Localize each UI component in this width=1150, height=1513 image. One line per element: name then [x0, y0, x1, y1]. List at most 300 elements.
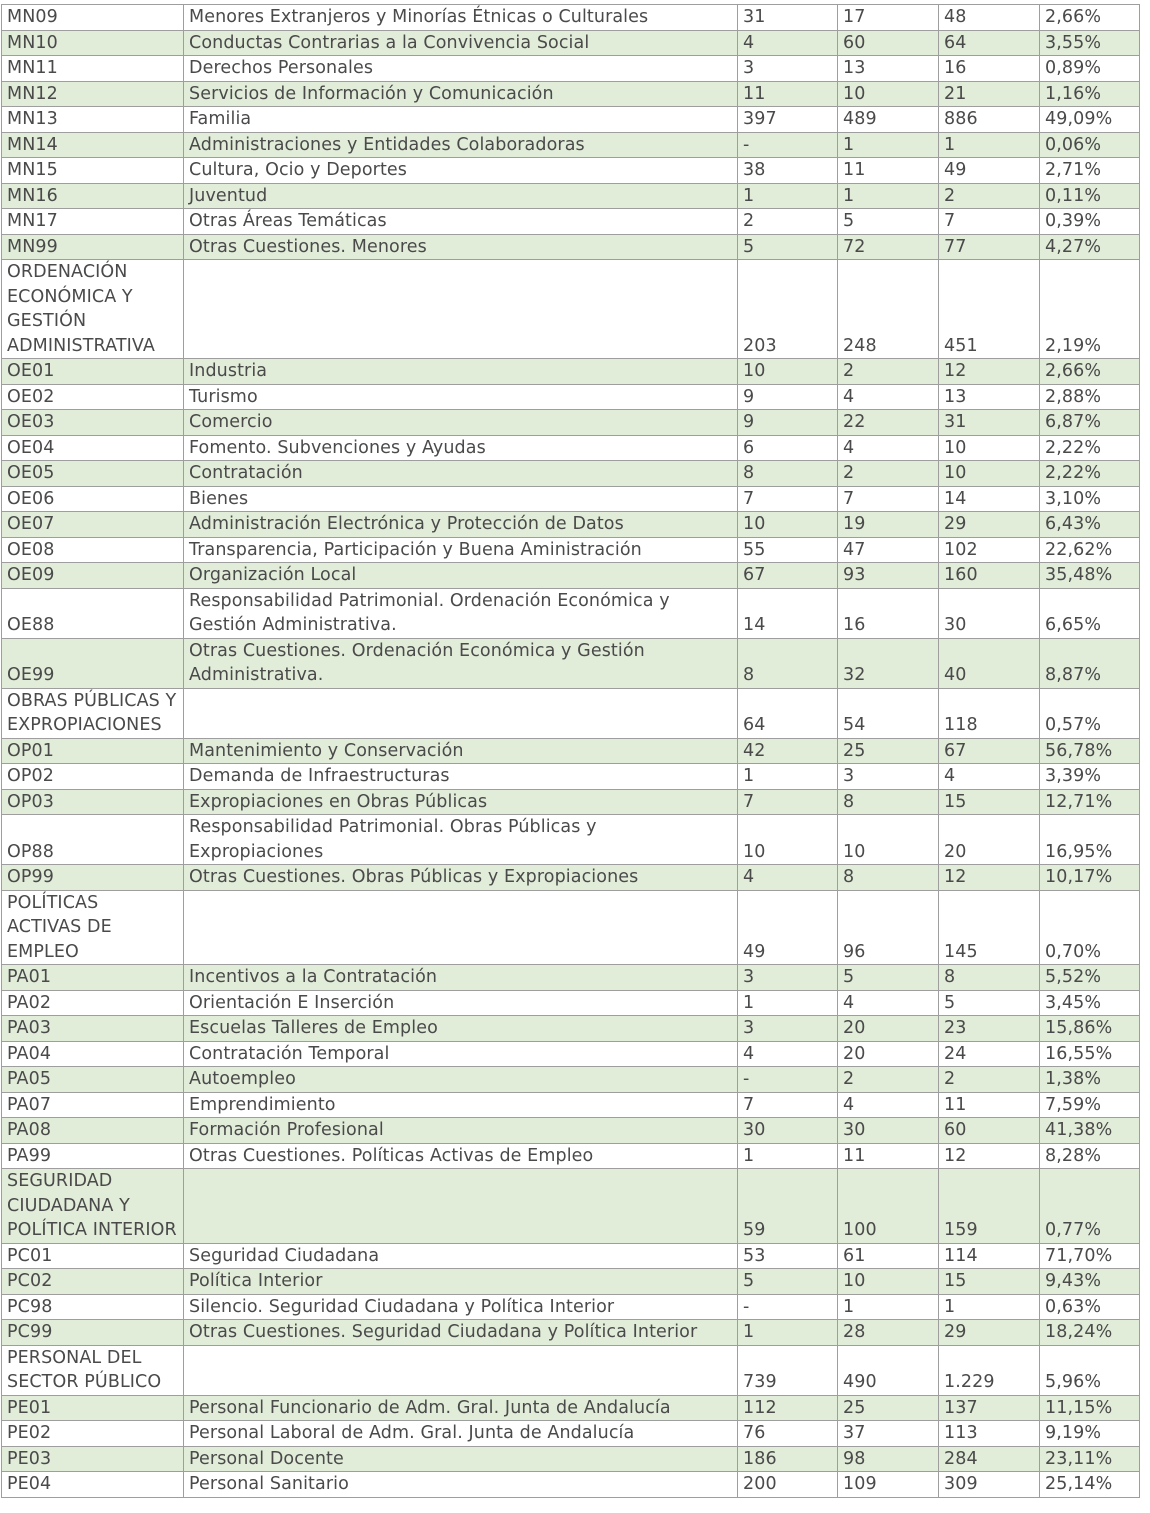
- row-value-a: 11: [738, 81, 838, 107]
- row-value-b: 61: [838, 1243, 939, 1269]
- row-total: 451: [939, 260, 1040, 359]
- row-value-a: 8: [738, 461, 838, 487]
- row-percentage: 49,09%: [1040, 107, 1140, 133]
- row-value-b: 3: [838, 764, 939, 790]
- row-value-b: 489: [838, 107, 939, 133]
- row-percentage: 2,66%: [1040, 359, 1140, 385]
- row-value-b: 20: [838, 1041, 939, 1067]
- row-value-a: -: [738, 1067, 838, 1093]
- row-value-b: 100: [838, 1169, 939, 1244]
- table-row: [2, 537, 1140, 563]
- row-percentage: 2,22%: [1040, 435, 1140, 461]
- row-name: Conductas Contrarias a la Convivencia Social: [184, 30, 738, 56]
- row-value-b: 248: [838, 260, 939, 359]
- table-section-row: [2, 260, 1140, 359]
- row-name: Organización Local: [184, 563, 738, 589]
- row-percentage: 6,65%: [1040, 588, 1140, 638]
- row-name: Contratación Temporal: [184, 1041, 738, 1067]
- row-percentage: 56,78%: [1040, 738, 1140, 764]
- row-name: Política Interior: [184, 1269, 738, 1295]
- row-value-b: 8: [838, 789, 939, 815]
- row-value-a: 5: [738, 1269, 838, 1295]
- row-name: Seguridad Ciudadana: [184, 1243, 738, 1269]
- row-value-a: 10: [738, 359, 838, 385]
- row-code: PA08: [2, 1118, 184, 1144]
- table-section-row: [2, 890, 1140, 965]
- row-percentage: 6,43%: [1040, 512, 1140, 538]
- row-code: OE99: [2, 638, 184, 688]
- row-value-b: 30: [838, 1118, 939, 1144]
- table-row: [2, 461, 1140, 487]
- row-name: Responsabilidad Patrimonial. Obras Públicas y Expropiaciones: [184, 815, 738, 865]
- row-name: Otras Cuestiones. Políticas Activas de Empleo: [184, 1143, 738, 1169]
- row-percentage: 2,66%: [1040, 5, 1140, 31]
- row-total: 12: [939, 865, 1040, 891]
- row-percentage: 2,22%: [1040, 461, 1140, 487]
- row-value-a: 2: [738, 209, 838, 235]
- row-percentage: 6,87%: [1040, 410, 1140, 436]
- table-row: [2, 410, 1140, 436]
- row-value-a: 10: [738, 512, 838, 538]
- table-section-row: [2, 1345, 1140, 1395]
- row-value-a: 1: [738, 1320, 838, 1346]
- table-row: [2, 158, 1140, 184]
- row-name: Escuelas Talleres de Empleo: [184, 1016, 738, 1042]
- row-value-a: 1: [738, 183, 838, 209]
- row-code: PA04: [2, 1041, 184, 1067]
- table-row: [2, 563, 1140, 589]
- row-value-b: 20: [838, 1016, 939, 1042]
- table-row: [2, 56, 1140, 82]
- row-percentage: 1,16%: [1040, 81, 1140, 107]
- row-code: MN99: [2, 234, 184, 260]
- row-total: 64: [939, 30, 1040, 56]
- row-percentage: 18,24%: [1040, 1320, 1140, 1346]
- row-percentage: 1,38%: [1040, 1067, 1140, 1093]
- row-percentage: 5,52%: [1040, 965, 1140, 991]
- row-value-a: 186: [738, 1446, 838, 1472]
- row-total: 118: [939, 688, 1040, 738]
- row-value-a: 1: [738, 1143, 838, 1169]
- row-percentage: 0,11%: [1040, 183, 1140, 209]
- row-percentage: 5,96%: [1040, 1345, 1140, 1395]
- row-total: 24: [939, 1041, 1040, 1067]
- table-row: [2, 512, 1140, 538]
- row-value-b: 10: [838, 81, 939, 107]
- row-name: Menores Extranjeros y Minorías Étnicas o Culturales: [184, 5, 738, 31]
- table-row: [2, 990, 1140, 1016]
- row-code: PA99: [2, 1143, 184, 1169]
- table-row: [2, 234, 1140, 260]
- row-value-a: 3: [738, 965, 838, 991]
- table-row: [2, 30, 1140, 56]
- row-total: 8: [939, 965, 1040, 991]
- row-name: [184, 1169, 738, 1244]
- row-total: 11: [939, 1092, 1040, 1118]
- row-name: [184, 688, 738, 738]
- table-row: [2, 638, 1140, 688]
- row-value-b: 17: [838, 5, 939, 31]
- row-total: 1.229: [939, 1345, 1040, 1395]
- row-value-a: -: [738, 132, 838, 158]
- row-value-a: 739: [738, 1345, 838, 1395]
- row-value-a: 42: [738, 738, 838, 764]
- row-value-b: 93: [838, 563, 939, 589]
- table-row: [2, 5, 1140, 31]
- row-total: 102: [939, 537, 1040, 563]
- row-code: MN13: [2, 107, 184, 133]
- row-name: [184, 1345, 738, 1395]
- row-value-a: 64: [738, 688, 838, 738]
- row-code: OP03: [2, 789, 184, 815]
- row-percentage: 0,06%: [1040, 132, 1140, 158]
- row-code: PE03: [2, 1446, 184, 1472]
- row-total: 10: [939, 435, 1040, 461]
- row-value-b: 25: [838, 1395, 939, 1421]
- row-percentage: 0,70%: [1040, 890, 1140, 965]
- row-name: Contratación: [184, 461, 738, 487]
- row-code: OBRAS PÚBLICAS Y EXPROPIACIONES: [2, 688, 184, 738]
- row-name: Emprendimiento: [184, 1092, 738, 1118]
- row-value-a: 53: [738, 1243, 838, 1269]
- row-percentage: 22,62%: [1040, 537, 1140, 563]
- row-value-b: 37: [838, 1421, 939, 1447]
- row-total: 137: [939, 1395, 1040, 1421]
- table-row: [2, 107, 1140, 133]
- table-row: [2, 1269, 1140, 1295]
- row-name: Juventud: [184, 183, 738, 209]
- row-percentage: 0,89%: [1040, 56, 1140, 82]
- row-code: OE08: [2, 537, 184, 563]
- row-total: 16: [939, 56, 1040, 82]
- row-percentage: 3,55%: [1040, 30, 1140, 56]
- row-code: PE01: [2, 1395, 184, 1421]
- table-row: [2, 789, 1140, 815]
- row-code: ORDENACIÓN ECONÓMICA Y GESTIÓN ADMINISTRATIVA: [2, 260, 184, 359]
- row-total: 67: [939, 738, 1040, 764]
- row-value-a: 4: [738, 865, 838, 891]
- row-name: [184, 260, 738, 359]
- row-percentage: 4,27%: [1040, 234, 1140, 260]
- row-value-a: 49: [738, 890, 838, 965]
- row-name: Otras Áreas Temáticas: [184, 209, 738, 235]
- row-value-b: 13: [838, 56, 939, 82]
- row-code: SEGURIDAD CIUDADANA Y POLÍTICA INTERIOR: [2, 1169, 184, 1244]
- table-row: [2, 486, 1140, 512]
- row-code: OE01: [2, 359, 184, 385]
- row-value-a: 397: [738, 107, 838, 133]
- row-name: Orientación E Inserción: [184, 990, 738, 1016]
- row-percentage: 2,19%: [1040, 260, 1140, 359]
- row-percentage: 9,43%: [1040, 1269, 1140, 1295]
- row-total: 160: [939, 563, 1040, 589]
- row-value-b: 32: [838, 638, 939, 688]
- row-value-b: 4: [838, 990, 939, 1016]
- row-percentage: 3,10%: [1040, 486, 1140, 512]
- row-value-a: 9: [738, 384, 838, 410]
- row-value-a: 9: [738, 410, 838, 436]
- row-name: Fomento. Subvenciones y Ayudas: [184, 435, 738, 461]
- table-row: [2, 183, 1140, 209]
- table-row: [2, 1446, 1140, 1472]
- row-value-b: 10: [838, 1269, 939, 1295]
- row-code: PC98: [2, 1294, 184, 1320]
- row-value-a: 8: [738, 638, 838, 688]
- table-row: [2, 1067, 1140, 1093]
- row-name: Comercio: [184, 410, 738, 436]
- table-row: [2, 1395, 1140, 1421]
- row-total: 29: [939, 512, 1040, 538]
- row-code: MN09: [2, 5, 184, 31]
- row-total: 23: [939, 1016, 1040, 1042]
- row-code: MN14: [2, 132, 184, 158]
- row-code: PA07: [2, 1092, 184, 1118]
- row-code: POLÍTICAS ACTIVAS DE EMPLEO: [2, 890, 184, 965]
- row-total: 7: [939, 209, 1040, 235]
- row-value-b: 5: [838, 965, 939, 991]
- row-name: Turismo: [184, 384, 738, 410]
- row-value-b: 1: [838, 183, 939, 209]
- row-value-b: 4: [838, 384, 939, 410]
- row-total: 15: [939, 789, 1040, 815]
- row-value-b: 96: [838, 890, 939, 965]
- row-code: OE07: [2, 512, 184, 538]
- row-value-a: 1: [738, 764, 838, 790]
- row-value-b: 109: [838, 1472, 939, 1498]
- row-value-b: 4: [838, 435, 939, 461]
- row-name: Industria: [184, 359, 738, 385]
- table-row: [2, 865, 1140, 891]
- row-code: OE02: [2, 384, 184, 410]
- row-percentage: 7,59%: [1040, 1092, 1140, 1118]
- row-name: Demanda de Infraestructuras: [184, 764, 738, 790]
- row-value-b: 8: [838, 865, 939, 891]
- row-code: OE05: [2, 461, 184, 487]
- row-name: Incentivos a la Contratación: [184, 965, 738, 991]
- row-percentage: 2,88%: [1040, 384, 1140, 410]
- row-code: PA01: [2, 965, 184, 991]
- row-value-a: 67: [738, 563, 838, 589]
- row-value-a: 3: [738, 56, 838, 82]
- row-name: Expropiaciones en Obras Públicas: [184, 789, 738, 815]
- row-total: 40: [939, 638, 1040, 688]
- row-value-b: 10: [838, 815, 939, 865]
- row-total: 29: [939, 1320, 1040, 1346]
- row-value-b: 11: [838, 1143, 939, 1169]
- row-total: 30: [939, 588, 1040, 638]
- row-total: 2: [939, 183, 1040, 209]
- row-value-a: 10: [738, 815, 838, 865]
- row-name: Mantenimiento y Conservación: [184, 738, 738, 764]
- row-name: Otras Cuestiones. Seguridad Ciudadana y Política Interior: [184, 1320, 738, 1346]
- row-total: 31: [939, 410, 1040, 436]
- table-row: [2, 1320, 1140, 1346]
- row-total: 77: [939, 234, 1040, 260]
- table-section-row: [2, 688, 1140, 738]
- row-name: Otras Cuestiones. Obras Públicas y Expropiaciones: [184, 865, 738, 891]
- table-row: [2, 132, 1140, 158]
- row-total: 1: [939, 132, 1040, 158]
- row-value-b: 98: [838, 1446, 939, 1472]
- row-percentage: 0,57%: [1040, 688, 1140, 738]
- table-row: [2, 965, 1140, 991]
- row-code: OE88: [2, 588, 184, 638]
- row-value-b: 60: [838, 30, 939, 56]
- row-value-b: 47: [838, 537, 939, 563]
- table-section-row: [2, 1169, 1140, 1244]
- row-value-a: 4: [738, 1041, 838, 1067]
- row-value-a: 30: [738, 1118, 838, 1144]
- row-code: OP01: [2, 738, 184, 764]
- row-total: 14: [939, 486, 1040, 512]
- row-total: 12: [939, 359, 1040, 385]
- row-value-a: 38: [738, 158, 838, 184]
- table-row: [2, 1294, 1140, 1320]
- row-percentage: 71,70%: [1040, 1243, 1140, 1269]
- row-code: PC02: [2, 1269, 184, 1295]
- row-value-b: 2: [838, 359, 939, 385]
- row-code: PA05: [2, 1067, 184, 1093]
- row-value-a: 3: [738, 1016, 838, 1042]
- row-value-b: 25: [838, 738, 939, 764]
- row-total: 309: [939, 1472, 1040, 1498]
- row-total: 48: [939, 5, 1040, 31]
- row-name: Otras Cuestiones. Menores: [184, 234, 738, 260]
- row-value-a: 4: [738, 30, 838, 56]
- row-value-a: 200: [738, 1472, 838, 1498]
- row-code: OE09: [2, 563, 184, 589]
- row-total: 284: [939, 1446, 1040, 1472]
- row-name: Bienes: [184, 486, 738, 512]
- row-value-b: 19: [838, 512, 939, 538]
- row-value-a: 59: [738, 1169, 838, 1244]
- row-value-b: 4: [838, 1092, 939, 1118]
- row-name: Personal Docente: [184, 1446, 738, 1472]
- row-name: Personal Laboral de Adm. Gral. Junta de Andalucía: [184, 1421, 738, 1447]
- row-value-a: 31: [738, 5, 838, 31]
- row-percentage: 16,95%: [1040, 815, 1140, 865]
- row-total: 15: [939, 1269, 1040, 1295]
- table-row: [2, 588, 1140, 638]
- row-value-a: 112: [738, 1395, 838, 1421]
- row-name: Administración Electrónica y Protección de Datos: [184, 512, 738, 538]
- row-name: Familia: [184, 107, 738, 133]
- row-value-b: 1: [838, 1294, 939, 1320]
- row-code: OP02: [2, 764, 184, 790]
- row-value-a: 203: [738, 260, 838, 359]
- row-code: MN16: [2, 183, 184, 209]
- row-value-b: 72: [838, 234, 939, 260]
- row-value-b: 11: [838, 158, 939, 184]
- row-code: PA03: [2, 1016, 184, 1042]
- row-total: 49: [939, 158, 1040, 184]
- statistics-table: [1, 4, 1140, 1498]
- row-code: PE04: [2, 1472, 184, 1498]
- table-row: [2, 384, 1140, 410]
- table-row: [2, 1092, 1140, 1118]
- row-total: 10: [939, 461, 1040, 487]
- row-total: 13: [939, 384, 1040, 410]
- row-percentage: 3,45%: [1040, 990, 1140, 1016]
- row-total: 159: [939, 1169, 1040, 1244]
- row-total: 114: [939, 1243, 1040, 1269]
- row-name: Silencio. Seguridad Ciudadana y Política Interior: [184, 1294, 738, 1320]
- row-percentage: 23,11%: [1040, 1446, 1140, 1472]
- row-percentage: 12,71%: [1040, 789, 1140, 815]
- row-value-b: 16: [838, 588, 939, 638]
- row-total: 12: [939, 1143, 1040, 1169]
- row-total: 1: [939, 1294, 1040, 1320]
- row-percentage: 11,15%: [1040, 1395, 1140, 1421]
- row-name: [184, 890, 738, 965]
- row-value-a: -: [738, 1294, 838, 1320]
- row-code: MN17: [2, 209, 184, 235]
- row-code: OE06: [2, 486, 184, 512]
- row-name: Cultura, Ocio y Deportes: [184, 158, 738, 184]
- row-total: 21: [939, 81, 1040, 107]
- row-value-a: 1: [738, 990, 838, 1016]
- row-value-b: 28: [838, 1320, 939, 1346]
- row-code: PC99: [2, 1320, 184, 1346]
- table-row: [2, 81, 1140, 107]
- row-name: Personal Sanitario: [184, 1472, 738, 1498]
- data-table-container: [1, 4, 1140, 1498]
- row-name: Administraciones y Entidades Colaboradoras: [184, 132, 738, 158]
- table-row: [2, 1472, 1140, 1498]
- row-percentage: 9,19%: [1040, 1421, 1140, 1447]
- row-value-b: 7: [838, 486, 939, 512]
- row-percentage: 2,71%: [1040, 158, 1140, 184]
- row-value-a: 55: [738, 537, 838, 563]
- row-name: Transparencia, Participación y Buena Aministración: [184, 537, 738, 563]
- table-row: [2, 435, 1140, 461]
- row-total: 145: [939, 890, 1040, 965]
- row-code: PC01: [2, 1243, 184, 1269]
- table-row: [2, 815, 1140, 865]
- row-value-b: 490: [838, 1345, 939, 1395]
- row-value-a: 7: [738, 1092, 838, 1118]
- row-code: OE04: [2, 435, 184, 461]
- row-name: Responsabilidad Patrimonial. Ordenación Económica y Gestión Administrativa.: [184, 588, 738, 638]
- row-percentage: 0,63%: [1040, 1294, 1140, 1320]
- row-total: 113: [939, 1421, 1040, 1447]
- table-row: [2, 764, 1140, 790]
- row-value-b: 2: [838, 461, 939, 487]
- row-value-b: 1: [838, 132, 939, 158]
- row-value-a: 7: [738, 486, 838, 512]
- row-value-b: 54: [838, 688, 939, 738]
- row-percentage: 8,87%: [1040, 638, 1140, 688]
- row-code: PE02: [2, 1421, 184, 1447]
- row-total: 20: [939, 815, 1040, 865]
- row-percentage: 8,28%: [1040, 1143, 1140, 1169]
- row-total: 4: [939, 764, 1040, 790]
- row-value-a: 14: [738, 588, 838, 638]
- row-code: PA02: [2, 990, 184, 1016]
- row-percentage: 0,39%: [1040, 209, 1140, 235]
- table-row: [2, 209, 1140, 235]
- row-percentage: 15,86%: [1040, 1016, 1140, 1042]
- row-total: 886: [939, 107, 1040, 133]
- row-value-a: 6: [738, 435, 838, 461]
- row-name: Servicios de Información y Comunicación: [184, 81, 738, 107]
- row-name: Otras Cuestiones. Ordenación Económica y Gestión Administrativa.: [184, 638, 738, 688]
- table-body: [2, 5, 1140, 1498]
- row-percentage: 10,17%: [1040, 865, 1140, 891]
- row-value-b: 22: [838, 410, 939, 436]
- row-percentage: 41,38%: [1040, 1118, 1140, 1144]
- row-code: PERSONAL DEL SECTOR PÚBLICO: [2, 1345, 184, 1395]
